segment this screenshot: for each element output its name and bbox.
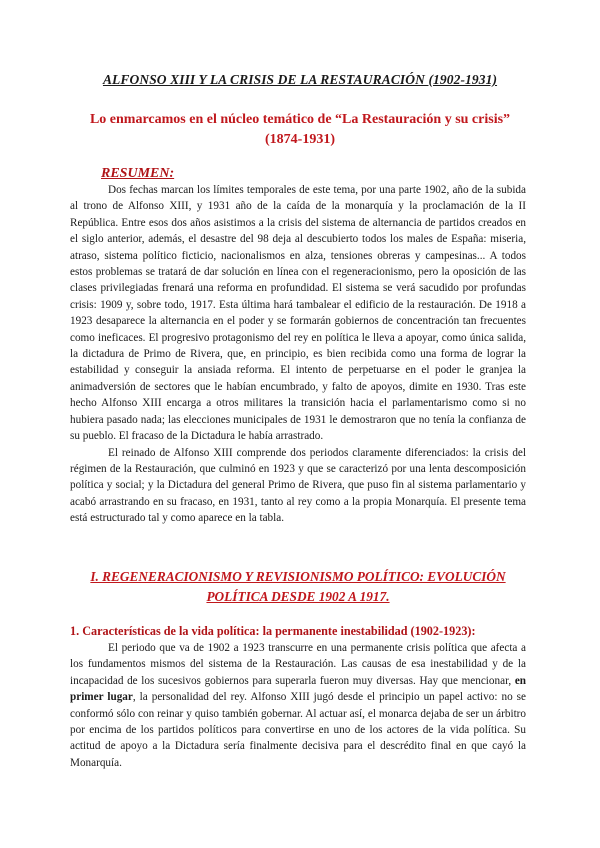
resumen-paragraph-1: Dos fechas marcan los límites temporales de este tema, por una parte 1902, año de la subida al trono de Alfonso XIII, y 1931 año de la caída de la monarquía y la proclamación de la II República. Entre esos dos años asistimos a la crisis del sistema de alternancia de partidos creados en el siglo anterior, además, el desastre del 98 deja al descubierto todos los males de España: miseria, atraso, sistema político ficticio, nacionalismos en alza, tensiones obreras y campesinas... A todos estos problemas se tratará de dar solución en línea con el regeneracionismo, pero la oposición de las clases privilegiadas frenará una reforma en profundidad. El sistema se verá sacudido por profundas crisis: 1909 y, sobre todo, 1917. Esta última hará tambalear el edificio de la restauración. De 1918 a 1923 desaparece la alternancia en el poder y se formarán gobiernos de concentración tan frecuentes como ineficaces. El progresivo protagonismo del rey en política le lleva a apoyar, como única salida, la dictadura de Primo de Rivera, que, en principio, es bien recibida como una forma de lograr la estabilidad y conseguir la ansiada reforma. El intento de perpetuarse en el poder le granjea la animadversión de sectores que le habían encumbrado, y falto de apoyos, dimite en 1930. Tras este hecho Alfonso XIII encarga a otros militares la transición hacia el parlamentarismo como si no hubiera pasado nada; las elecciones municipales de 1931 le demostraron que no tenía la confianza de su pueblo. El fracaso de la Dictadura le había arrastrado.	[70, 184, 526, 443]
resumen-body	[70, 182, 526, 527]
document-title: ALFONSO XIII Y LA CRISIS DE LA RESTAURACIÓN (1902-1931)	[102, 72, 498, 87]
section-1-body	[70, 640, 526, 771]
emphasis-phrase: en primer lugar	[70, 674, 527, 704]
section-1-subheading: 1. Características de la vida política: la permanente inestabilidad (1902-1923):	[70, 624, 476, 638]
thematic-subtitle: Lo enmarcamos en el núcleo temático de “La Restauración y su crisis” (1874-1931)	[89, 112, 511, 147]
paragraph-text-start: El periodo que va de 1902 a 1923 transcurre en una permanente crisis política que afecta a los fundamentos mismos del sistema de la Restauración. Las causas de esa inestabilidad y de la incapacidad de los sucesivos gobiernos para superarla fueron muy diversas. Hay que mencionar,	[70, 642, 526, 687]
section-1-heading: I. REGENERACIONISMO Y REVISIONISMO POLÍTICO: EVOLUCIÓN POLÍTICA DESDE 1902 A 1917.	[90, 569, 506, 604]
section-1-paragraph	[70, 640, 526, 771]
resumen-heading: RESUMEN:	[101, 166, 175, 181]
paragraph-text-end: , la personalidad del rey. Alfonso XIII jugó desde el principio un papel activo: no se conformó sólo con reinar y quiso también gobernar. Al actuar así, el monarca dejaba de ser un árbitro por encima de los partidos políticos para convertirse en uno de los actores de la vida política. Su actitud de apoyo a la Dictadura sería finalmente decisiva para el descrédito final en que cayó la Monarquía.	[70, 691, 526, 769]
resumen-paragraph-2: El reinado de Alfonso XIII comprende dos periodos claramente diferenciados: la crisis del régimen de la Restauración, que culminó en 1923 y que se caracterizó por una lenta descomposición política y social; y la Dictadura del general Primo de Rivera, que puso fin al sistema parlamentario y acabó arrastrando en su fracaso, en 1931, tanto al rey como a la propia Monarquía. El presente tema está estructurado tal y como aparece en la tabla.	[70, 446, 526, 525]
